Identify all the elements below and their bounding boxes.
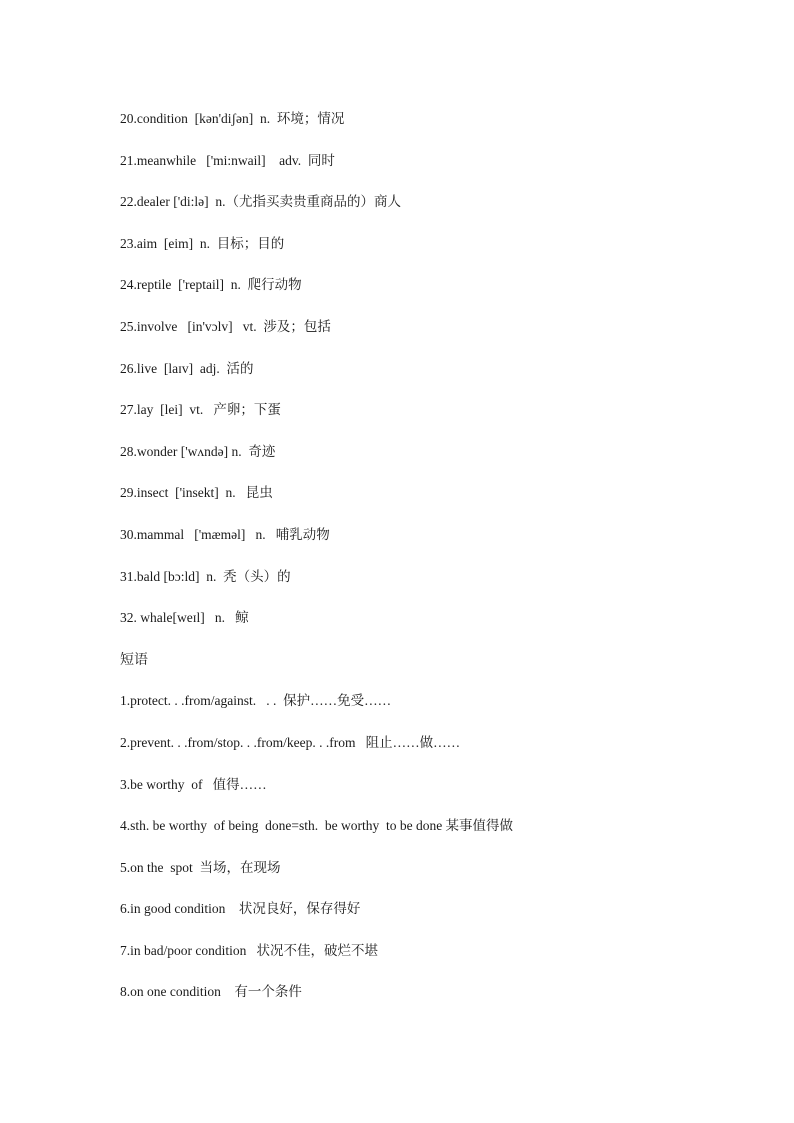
vocab-entry: 31.bald [bɔ:ld] n. 秃（头）的 (120, 568, 291, 584)
vocab-entry: 23.aim [eim] n. 目标；目的 (120, 235, 285, 251)
phrase-entry: 7.in bad/poor condition 状况不佳，破烂不堪 (120, 942, 378, 958)
vocab-entry: 26.live [laɪv] adj. 活的 (120, 360, 254, 376)
phrases-heading: 短语 (120, 651, 148, 668)
phrase-entry: 6.in good condition 状况良好，保存得好 (120, 901, 361, 917)
vocab-entry: 24.reptile ['reptail] n. 爬行动物 (120, 277, 302, 293)
vocab-entry: 30.mammal ['mæməl] n. 哺乳动物 (120, 526, 330, 542)
phrase-entry: 2.prevent. . .from/stop. . .from/keep. . .from 阻止……做…… (120, 734, 461, 750)
phrase-entry: 1.protect. . .from/against. . . 保护……免受…… (120, 693, 392, 709)
phrase-entry: 4.sth. be worthy of being done=sth. be worthy to be done 某事值得做 (120, 818, 514, 834)
vocab-entry: 27.lay [lei] vt. 产卵；下蛋 (120, 402, 281, 418)
vocab-entry: 22.dealer ['di:lə] n.（尤指买卖贵重商品的）商人 (120, 194, 402, 210)
vocab-entry: 29.insect ['insekt] n. 昆虫 (120, 485, 273, 501)
vocab-entry: 21.meanwhile ['mi:nwail] adv. 同时 (120, 152, 335, 168)
phrase-entry: 3.be worthy of 值得…… (120, 776, 267, 792)
vocab-entry: 25.involve [in'vɔlv] vt. 涉及；包括 (120, 318, 331, 334)
vocabulary-list (120, 108, 760, 1023)
vocab-entry: 32. whale[weɪl] n. 鲸 (120, 610, 249, 626)
phrase-entry: 8.on one condition 有一个条件 (120, 984, 302, 1000)
phrase-entry: 5.on the spot 当场，在现场 (120, 859, 281, 875)
vocab-entry: 20.condition [kən'diʃən] n. 环境；情况 (120, 111, 345, 126)
vocab-entry: 28.wonder ['wʌndə] n. 奇迹 (120, 443, 276, 459)
